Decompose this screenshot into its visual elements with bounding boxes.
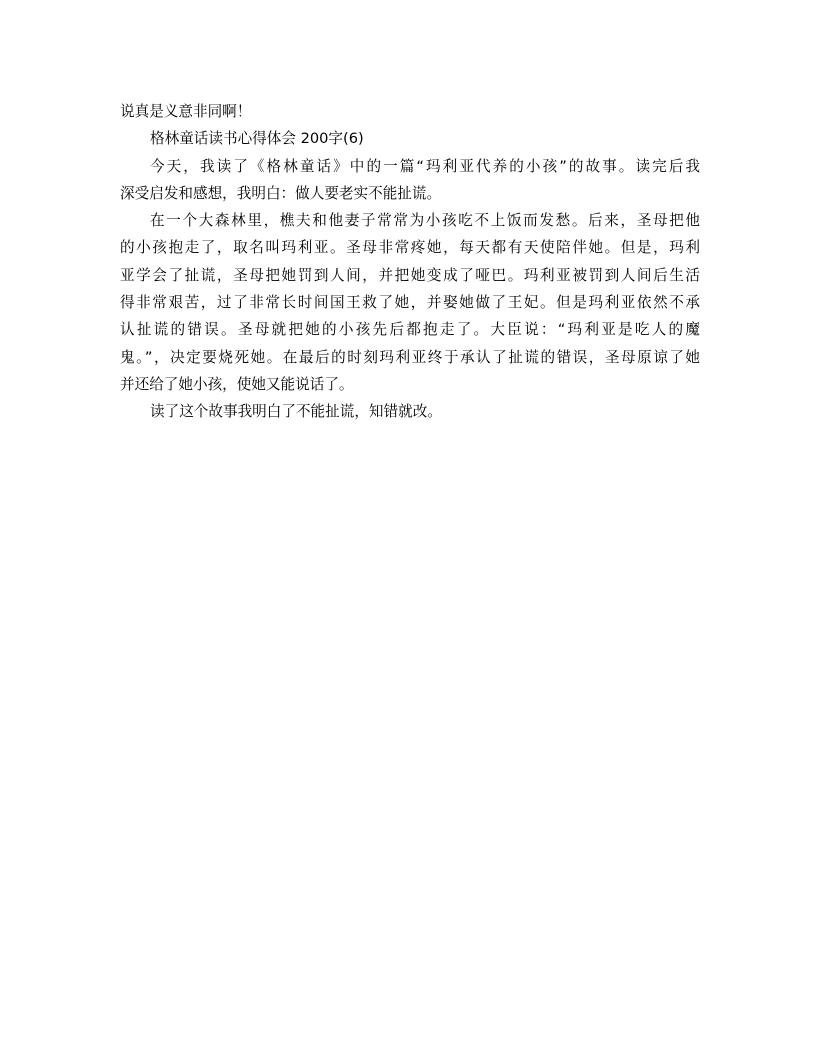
- text-line: 深受启发和感想，我明白：做人要老实不能扯谎。: [120, 184, 442, 202]
- section-heading: 格林童话读书心得体会 200字(6): [150, 130, 364, 148]
- text-line: 的小孩抱走了，取名叫玛利亚。圣母非常疼她，每天都有天使陪伴她。但是，玛利: [120, 239, 700, 257]
- text-line: 认扯谎的错误。圣母就把她的小孩先后都抱走了。大臣说：“玛利亚是吃人的魔: [120, 321, 700, 339]
- text-line: 在一个大森林里，樵夫和他妻子常常为小孩吃不上饭而发愁。后来，圣母把他: [150, 212, 700, 230]
- text-line: 亚学会了扯谎，圣母把她罚到人间，并把她变成了哑巴。玛利亚被罚到人间后生活: [120, 266, 700, 284]
- text-line: 今天，我读了《格林童话》中的一篇“玛利亚代养的小孩”的故事。读完后我: [150, 157, 700, 175]
- text-line: 鬼。”，决定要烧死她。在最后的时刻玛利亚终于承认了扯谎的错误，圣母原谅了她: [120, 348, 700, 366]
- document-page: [120, 98, 700, 426]
- text-line: 并还给了她小孩，使她又能说话了。: [120, 375, 354, 393]
- text-line: 说真是义意非同啊！: [120, 103, 252, 120]
- text-line: 得非常艰苦，过了非常长时间国王救了她，并娶她做了王妃。但是玛利亚依然不承: [120, 294, 700, 312]
- text-line: 读了这个故事我明白了不能扯谎，知错就改。: [150, 403, 442, 421]
